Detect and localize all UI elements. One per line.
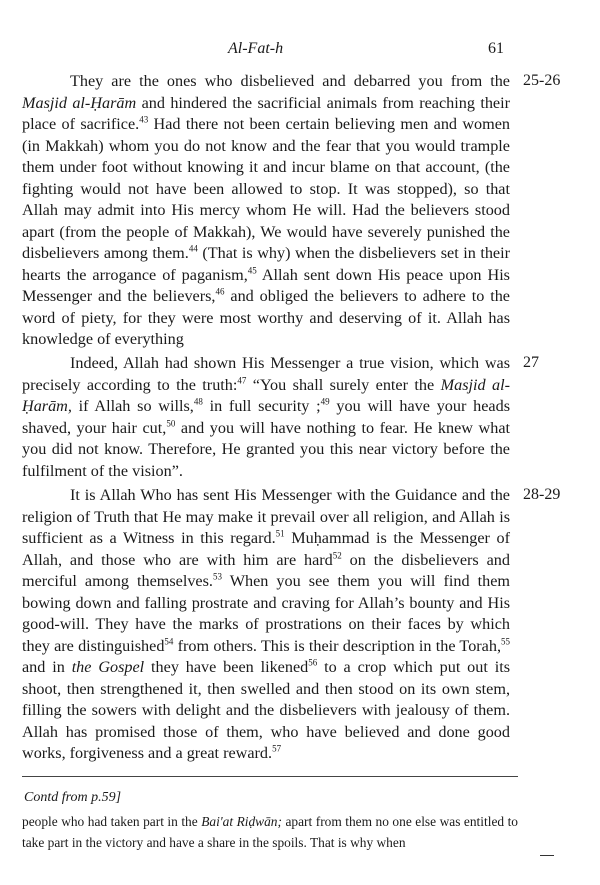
footnote-ref: 54 bbox=[164, 636, 174, 647]
footnote-ref: 49 bbox=[320, 396, 330, 407]
text-run: It is Allah Who has sent His Messenger with the Guidance and the religion of Truth that He may make it prevail over all religion, and Allah is sufficient as a Witness in this regard. bbox=[22, 486, 510, 547]
text-run: Muḥammad is the Messenger of Allah, and those who are with him are hard bbox=[22, 529, 510, 569]
verse-ref-1: 25-26 bbox=[523, 72, 561, 89]
italic-term: Masjid al-Ḥarām bbox=[22, 93, 137, 112]
text-run: in full security ; bbox=[202, 397, 321, 415]
text-run: Had there not been certain believing men and women (in Makkah) whom you do not know and the fear that you would trample them under foot without knowing it and incur blame on that account, (the fighting would not have been allowed to stop. It was stopped), so that Allah may admit into His mercy whom He will. Had the believers stood apart (from the people of Makkah), We would have severely punished the disbelievers among them. bbox=[22, 115, 510, 262]
footnote-ref: 57 bbox=[272, 743, 282, 754]
text-run: and in bbox=[22, 658, 72, 676]
footnote-ref: 50 bbox=[166, 418, 176, 429]
footnote-ref: 51 bbox=[275, 528, 285, 539]
text-run: Indeed, Allah had shown His Messenger a true vision, which was precisely according to the truth: bbox=[22, 354, 510, 394]
verse-ref-2: 27 bbox=[523, 354, 539, 371]
footnote-ref: 48 bbox=[193, 396, 203, 407]
italic-term: the Gospel bbox=[71, 658, 145, 676]
footnote-divider bbox=[22, 776, 518, 777]
text-run: they have been likened bbox=[144, 658, 309, 676]
verse-paragraph-3 bbox=[22, 485, 510, 765]
text-run: you will have your heads shaved, your hair cut, bbox=[22, 397, 510, 437]
footnote-ref: 44 bbox=[188, 243, 198, 254]
text-run: They are the ones who disbelieved and debarred you from the bbox=[70, 72, 510, 90]
footnote-ref: 52 bbox=[332, 550, 342, 561]
text-run: and hindered the sacrificial animals from reaching their place of sacrifice. bbox=[22, 93, 510, 133]
footnote-ref: 47 bbox=[237, 375, 247, 386]
footnote-ref: 55 bbox=[501, 636, 511, 647]
text-run: from others. This is their description in the Torah, bbox=[173, 636, 502, 655]
verse-ref-3: 28-29 bbox=[523, 486, 561, 503]
footnote-ref: 56 bbox=[308, 657, 318, 668]
text-run: “You shall surely enter the bbox=[246, 375, 441, 394]
text-run: people who had taken part in the bbox=[22, 814, 202, 829]
verse-paragraph-2 bbox=[22, 353, 510, 482]
italic-term: Bai'at Riḍwān; bbox=[201, 814, 282, 829]
footnote-text bbox=[22, 811, 518, 853]
italic-term: Masjid al-Ḥarām, bbox=[22, 375, 510, 415]
running-header bbox=[0, 40, 600, 64]
verse-paragraph-1 bbox=[22, 71, 510, 351]
text-run: and obliged the believers to adhere to the word of piety, for they were most worthy and deserving of it. Allah has knowledge of everything bbox=[22, 287, 510, 348]
verse-text bbox=[22, 353, 510, 482]
text-run: on the disbelievers and merciful among themselves. bbox=[22, 550, 510, 590]
footnote-ref: 53 bbox=[212, 571, 222, 582]
verse-text bbox=[22, 485, 510, 765]
text-run: to a crop which put out its shoot, then strengthened it, then swelled and then stood on its own stem, filling the sowers with delight and the disbelievers with jealousy of them. Allah has promised those of them, who have believed and done good works, forgiveness and a great reward. bbox=[22, 658, 511, 762]
text-run: if Allah so wills, bbox=[71, 397, 194, 415]
footnote-ref: 43 bbox=[139, 114, 149, 125]
text-run: Allah sent down His peace upon His Messenger and the believers, bbox=[22, 265, 510, 305]
continued-label: Contd from p.59] bbox=[24, 790, 122, 805]
footnote-ref: 45 bbox=[247, 265, 257, 276]
page-number: 61 bbox=[488, 40, 504, 57]
text-run: When you see them you will find them bowing down and falling prostrate and craving for Allah’s bounty and His good-will. They have the marks of prostrations on their faces by which they are distinguished bbox=[22, 572, 510, 655]
page-end-dash bbox=[540, 855, 554, 856]
text-run: apart from them no one else was entitled to take part in the victory and have a share in the spoils. That is why when bbox=[22, 814, 518, 850]
running-title: Al-Fat-h bbox=[228, 40, 284, 57]
verse-text bbox=[22, 71, 510, 351]
footnote-ref: 46 bbox=[215, 286, 225, 297]
text-run: (That is why) when the disbelievers set in their hearts the arrogance of paganism, bbox=[22, 244, 510, 284]
text-run: and you will have nothing to fear. He knew what you did not know. Therefore, He granted you this near victory before the fulfilment of the vision”. bbox=[22, 418, 510, 480]
